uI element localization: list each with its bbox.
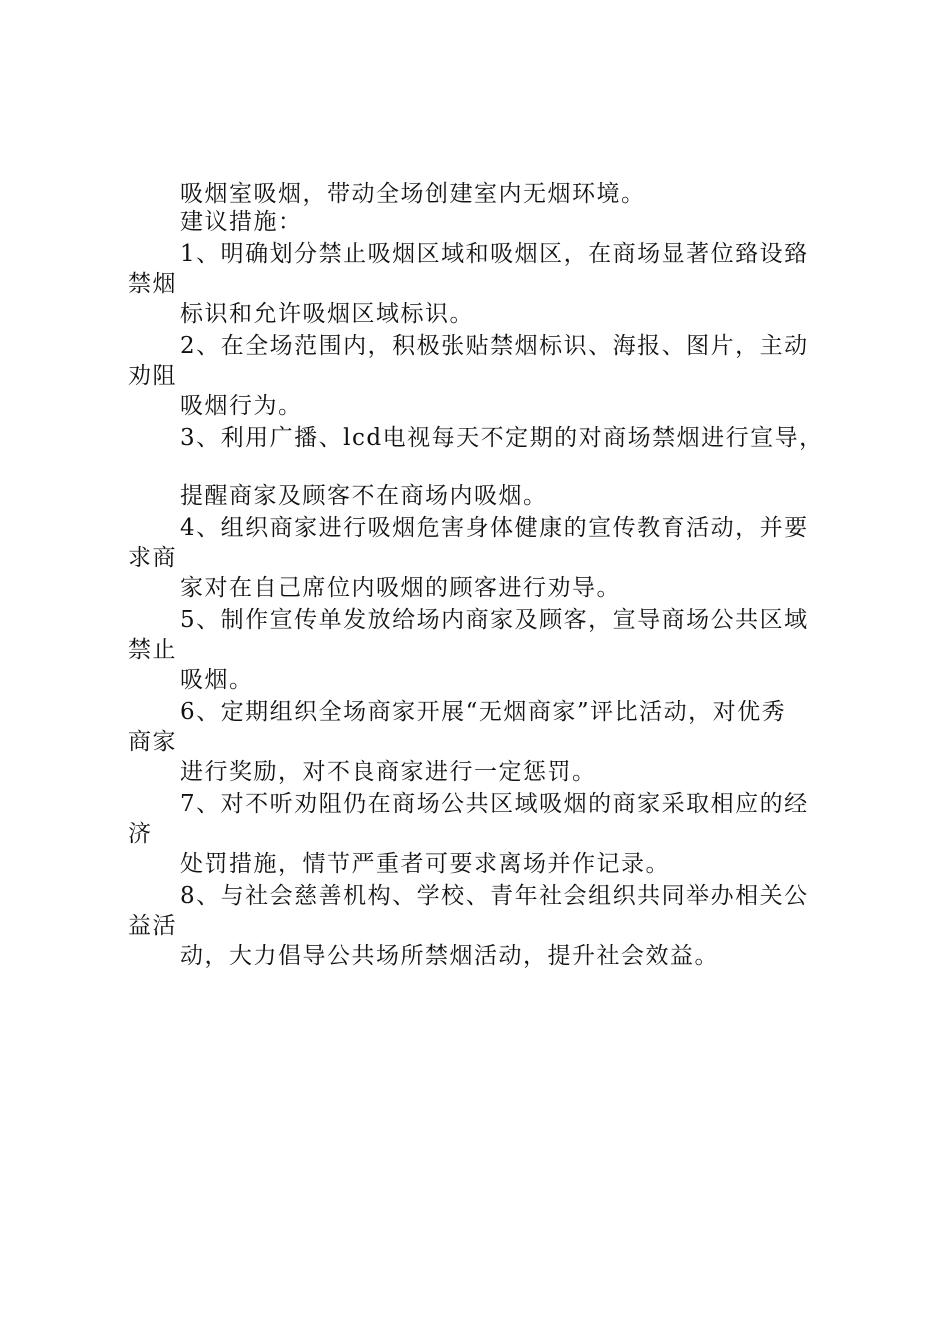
- list-item-7-wrap: 济: [128, 821, 153, 847]
- list-item-3-line-2: 提醒商家及顾客不在商场内吸烟。: [180, 483, 548, 509]
- list-item-6-wrap: 商家: [128, 729, 177, 755]
- list-item-4-line-1: 4、组织商家进行吸烟危害身体健康的宣传教育活动，并要: [180, 515, 809, 541]
- list-item-2-line-1: 2、在全场范围内，积极张贴禁烟标识、海报、图片，主动: [180, 333, 809, 359]
- list-item-4-line-2: 家对在自己席位内吸烟的顾客进行劝导。: [180, 575, 621, 601]
- list-item-1-line-2: 标识和允许吸烟区域标识。: [180, 301, 474, 327]
- list-item-1-wrap: 禁烟: [128, 271, 177, 297]
- list-item-8-wrap: 益活: [128, 913, 177, 939]
- list-item-6-line-2: 进行奖励，对不良商家进行一定惩罚。: [180, 759, 597, 785]
- list-item-7-line-2: 处罚措施，情节严重者可要求离场并作记录。: [180, 851, 670, 877]
- list-item-7-line-1: 7、对不听劝阻仍在商场公共区域吸烟的商家采取相应的经: [180, 791, 809, 817]
- list-item-4-wrap: 求商: [128, 545, 177, 571]
- list-item-2-line-2: 吸烟行为。: [180, 393, 303, 419]
- section-heading: 建议措施：: [180, 209, 303, 235]
- paragraph-line: 吸烟室吸烟，带动全场创建室内无烟环境。: [180, 181, 646, 207]
- list-item-1-line-1: 1、明确划分禁止吸烟区域和吸烟区，在商场显著位臵设臵: [180, 241, 809, 267]
- list-item-2-wrap: 劝阻: [128, 363, 177, 389]
- list-item-3-line-1: 3、利用广播、lcd电视每天不定期的对商场禁烟进行宣导，: [180, 425, 824, 451]
- list-item-6-line-1: 6、定期组织全场商家开展“无烟商家”评比活动，对优秀: [180, 699, 787, 725]
- list-item-8-line-1: 8、与社会慈善机构、学校、青年社会组织共同举办相关公: [180, 883, 809, 909]
- list-item-8-line-2: 动，大力倡导公共场所禁烟活动，提升社会效益。: [180, 943, 719, 969]
- list-item-5-wrap: 禁止: [128, 637, 177, 663]
- list-item-5-line-2: 吸烟。: [180, 667, 254, 693]
- list-item-5-line-1: 5、制作宣传单发放给场内商家及顾客，宣导商场公共区域: [180, 607, 809, 633]
